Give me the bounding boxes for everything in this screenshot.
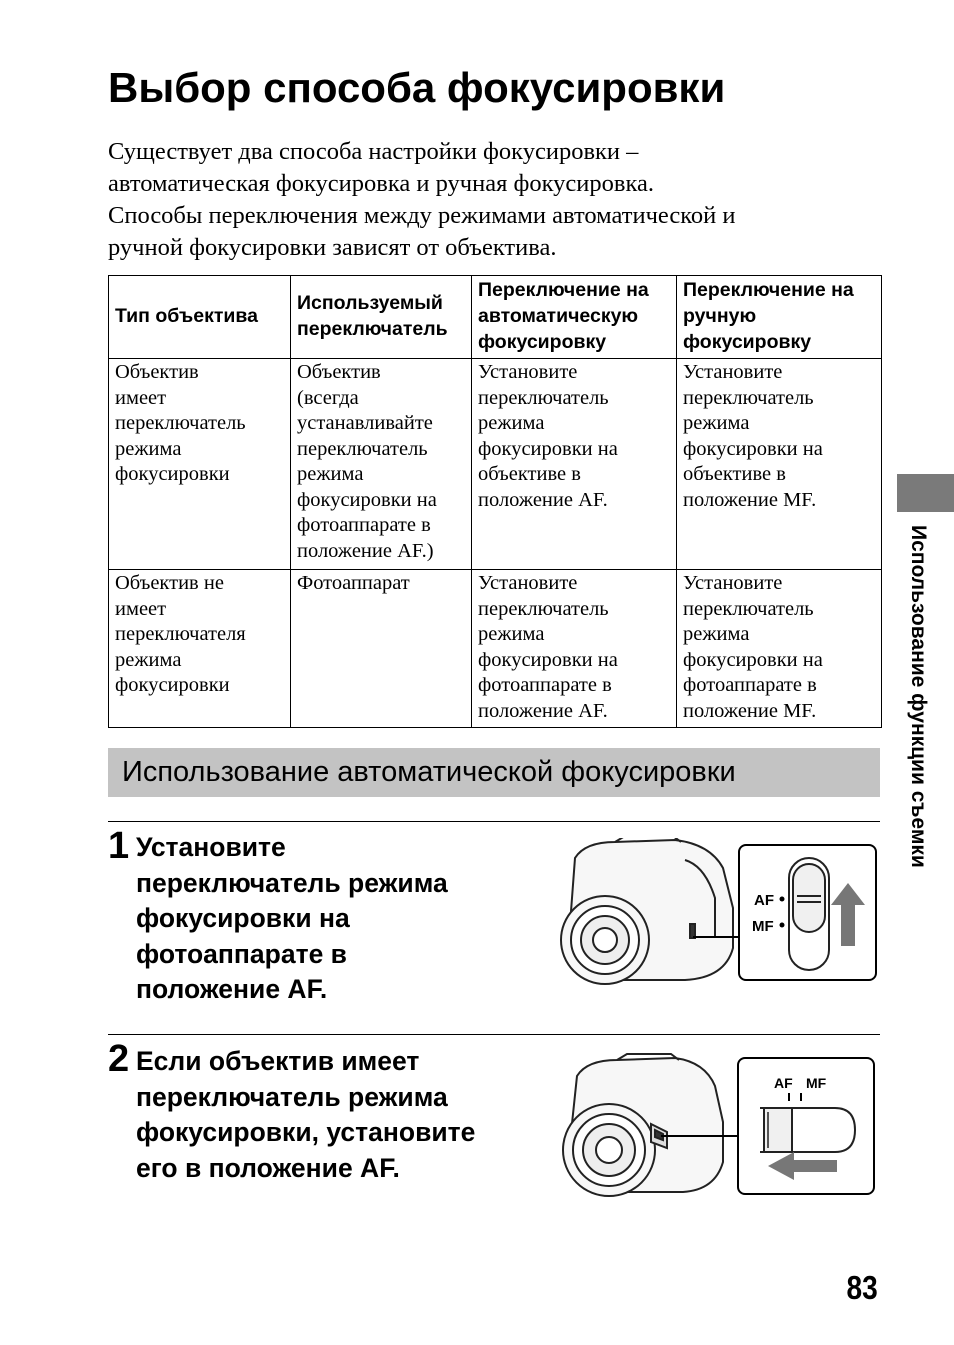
table-cell: Установите переключатель режима фокусировки на фотоаппарате в положение MF. xyxy=(677,570,882,728)
section-heading-bar xyxy=(108,748,880,797)
table-cell: Объектив не имеет переключателя режима фокусировки xyxy=(109,570,291,728)
table-cell: Объектив (всегда устанавливайте переключатель режима фокусировки на фотоаппарате в положение AF.) xyxy=(291,359,472,570)
step-instruction xyxy=(136,1044,536,1186)
step-number: 2 xyxy=(108,1038,129,1080)
header-switch-to-mf: Переключение на ручную фокусировку xyxy=(677,276,882,359)
intro-line: Существует два способа настройки фокусировки – xyxy=(108,138,639,165)
lens-focus-switch-illustration xyxy=(555,1052,880,1200)
focus-mode-switch-inset xyxy=(739,845,876,980)
step-instruction xyxy=(136,830,536,1008)
section-heading: Использование автоматической фокусировки xyxy=(122,756,736,788)
step-line: переключатель режима xyxy=(136,867,448,898)
lens-switch-inset xyxy=(738,1058,874,1194)
camera-focus-mode-illustration xyxy=(555,838,880,988)
step-line: переключатель режима xyxy=(136,1081,448,1112)
step-line: Если объектив имеет xyxy=(136,1046,420,1076)
intro-line: автоматическая фокусировка и ручная фокусировка. xyxy=(108,170,655,197)
step-number: 1 xyxy=(108,825,129,867)
step-line: Установите xyxy=(136,832,286,862)
step-line: фотоаппарате в xyxy=(136,938,347,969)
table-cell: Фотоаппарат xyxy=(291,570,472,728)
step-line: фокусировки на xyxy=(136,903,350,933)
header-switch-to-af: Переключение на автоматическую фокусировку xyxy=(472,276,677,359)
page-number: 83 xyxy=(846,1269,878,1306)
camera-body-icon xyxy=(563,1054,723,1196)
table-cell: Установите переключатель режима фокусировки на объективе в положение AF. xyxy=(472,359,677,570)
table-cell: Установите переключатель режима фокусировки на объективе в положение MF. xyxy=(677,359,882,570)
switch-label-mf: MF xyxy=(752,918,774,935)
header-lens-type: Тип объектива xyxy=(109,276,291,359)
header-switch-used: Используемый переключатель xyxy=(291,276,472,359)
switch-label-af: AF xyxy=(754,892,774,909)
step-line: его в положение AF. xyxy=(136,1152,400,1183)
camera-body-icon xyxy=(561,838,733,984)
intro-line: Способы переключения между режимами автоматической и xyxy=(108,202,736,229)
switch-label-af: AF xyxy=(774,1075,793,1091)
intro-paragraph xyxy=(108,136,848,264)
table-cell: Объектив имеет переключатель режима фокусировки xyxy=(109,359,291,570)
table-header-row xyxy=(109,276,882,359)
page-title: Выбор способа фокусировки xyxy=(108,64,726,111)
table-row xyxy=(109,570,882,728)
table-cell: Установите переключатель режима фокусировки на фотоаппарате в положение AF. xyxy=(472,570,677,728)
step-divider xyxy=(108,821,880,822)
chapter-tab-marker xyxy=(897,474,954,512)
switch-label-mf: MF xyxy=(806,1075,827,1091)
chapter-side-label: Использование функции съемки xyxy=(907,525,930,868)
intro-line: ручной фокусировки зависят от объектива. xyxy=(108,234,557,261)
focus-method-table xyxy=(108,275,882,728)
step-divider xyxy=(108,1034,880,1035)
step-line: фокусировки, установите xyxy=(136,1117,476,1147)
step-line: положение AF. xyxy=(136,974,328,1004)
table-row xyxy=(109,359,882,570)
